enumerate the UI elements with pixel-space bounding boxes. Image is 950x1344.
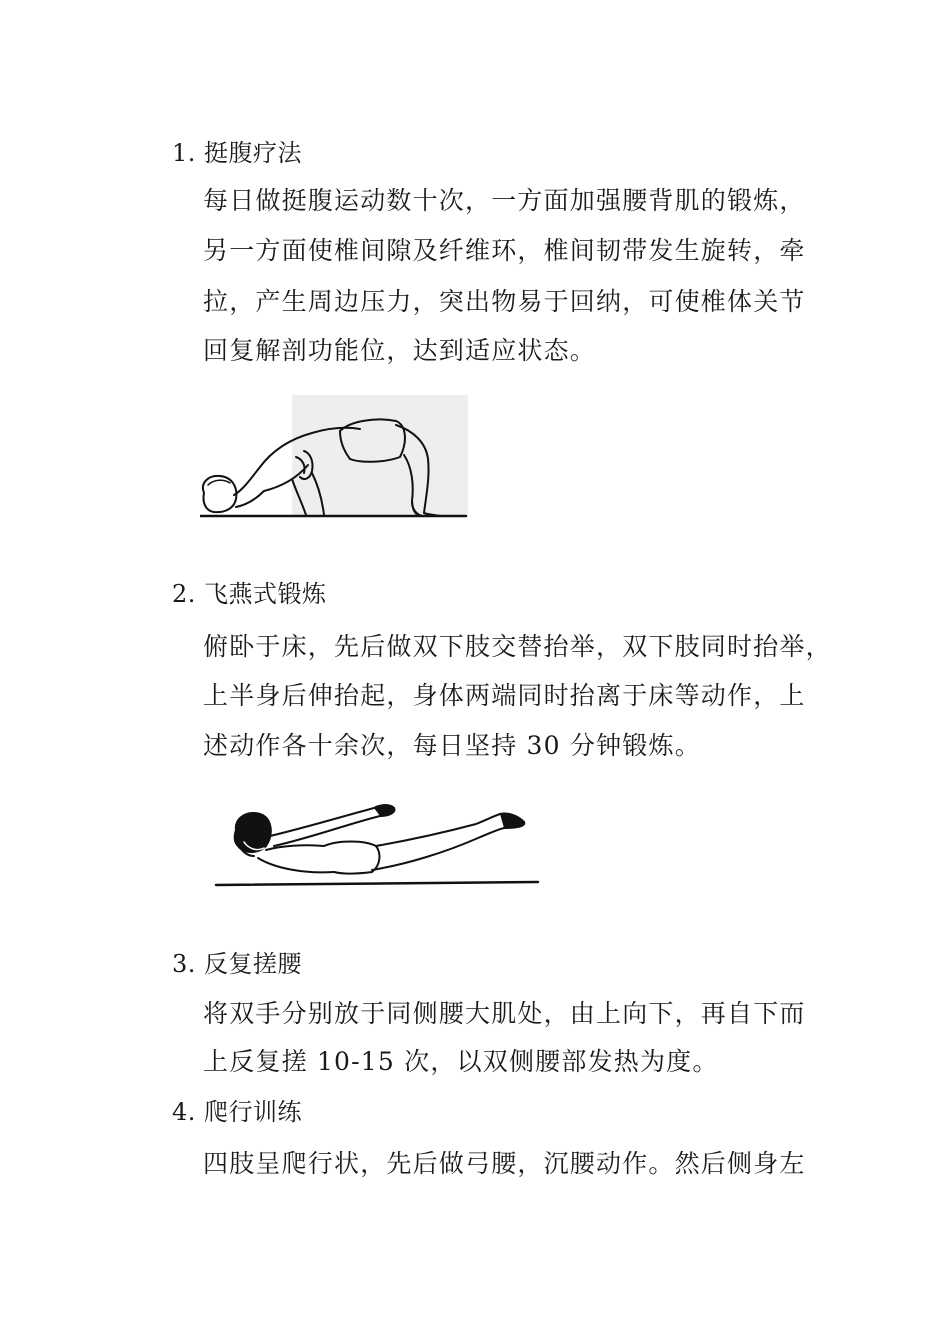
flying-swallow-exercise-illustration xyxy=(214,802,544,894)
section-heading-4: 4. 爬行训练 xyxy=(172,1098,303,1126)
section-4-line-1: 四肢呈爬行状，先后做弓腰，沉腰动作。然后侧身左 xyxy=(203,1149,806,1178)
section-2-line-1: 俯卧于床，先后做双下肢交替抬举，双下肢同时抬举， xyxy=(203,632,832,661)
section-1-line-1: 每日做挺腹运动数十次，一方面加强腰背肌的锻炼， xyxy=(203,186,806,215)
section-heading-1: 1. 挺腹疗法 xyxy=(172,139,303,167)
section-2-line-2: 上半身后伸抬起，身体两端同时抬离于床等动作，上 xyxy=(203,681,806,710)
section-1-line-2: 另一方面使椎间隙及纤维环，椎间韧带发生旋转，牵 xyxy=(203,236,806,265)
section-heading-2: 2. 飞燕式锻炼 xyxy=(172,580,327,608)
section-1-line-3: 拉，产生周边压力，突出物易于回纳，可使椎体关节 xyxy=(203,287,806,316)
section-heading-3: 3. 反复搓腰 xyxy=(172,950,303,978)
section-3-line-2: 上反复搓 10-15 次，以双侧腰部发热为度。 xyxy=(203,1047,719,1076)
section-2-line-3: 述动作各十余次，每日坚持 30 分钟锻炼。 xyxy=(203,731,701,760)
back-arch-exercise-illustration xyxy=(200,395,468,521)
section-3-line-1: 将双手分别放于同侧腰大肌处，由上向下，再自下而 xyxy=(203,999,806,1028)
section-1-line-4: 回复解剖功能位，达到适应状态。 xyxy=(203,336,597,365)
